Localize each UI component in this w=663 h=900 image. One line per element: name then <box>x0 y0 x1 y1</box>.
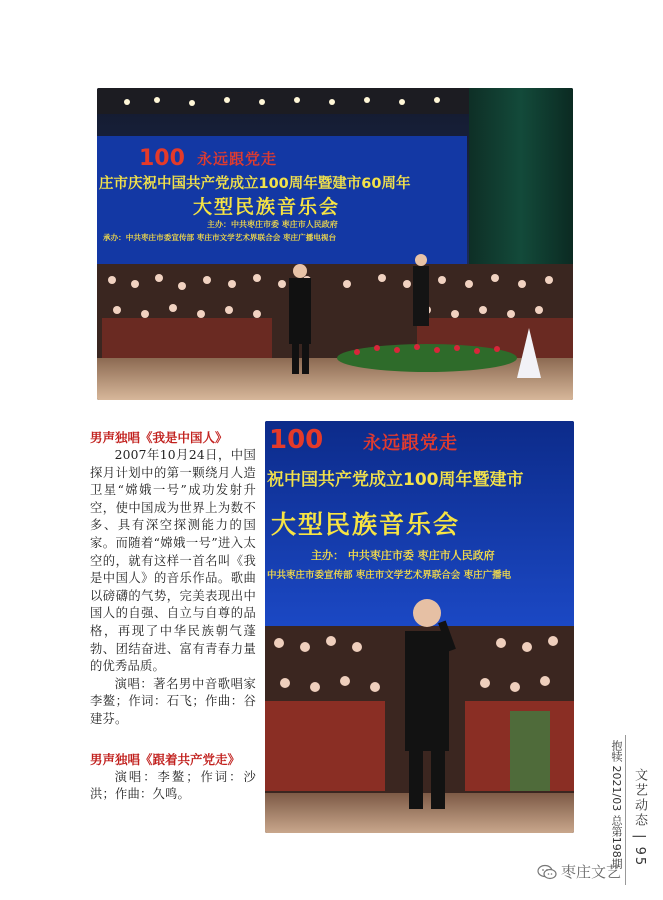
concert-photo-bottom <box>265 421 574 833</box>
song-description-1: 2007年10月24日，中国探月计划中的第一颗绕月人造卫星“嫦娥一号”成功发射升空，使中国成为世界上为数不多、具有深空探测能力的国家。而随着“嫦娥一号”进入太空的，就有这样一首名叫《我是中国人》的音乐作品。歌曲以磅礴的气势，完美表现出中国人的自强、自立与自尊的品格，再现了中华民族朝气蓬勃、团结奋进、富有青春力量的优秀品质。 <box>90 448 256 674</box>
banner-host: 主办： 中共枣庄市委 枣庄市人民政府 <box>311 549 495 562</box>
banner-event-title: 庄市庆祝中国共产党成立100周年暨建市60周年 <box>99 176 411 192</box>
article-column <box>90 429 256 804</box>
section-page-label: 文艺动态 | 95 <box>632 768 647 868</box>
footer-divider <box>625 735 626 885</box>
song-credits-2: 演唱：李鳌；作词：沙洪；作曲：久鸣。 <box>90 769 256 802</box>
banner-concert-name: 大型民族音乐会 <box>271 510 461 539</box>
banner-organizer: 中共枣庄市委宣传部 枣庄市文学艺术界联合会 枣庄广播电 <box>267 570 512 581</box>
banner-organizer: 承办：中共枣庄市委宣传部 枣庄市文学艺术界联合会 枣庄广播电视台 <box>103 233 337 242</box>
centenary-badge: 100 <box>269 425 324 455</box>
centenary-badge: 100 <box>139 146 185 171</box>
banner-concert-name: 大型民族音乐会 <box>193 196 341 218</box>
banner-slogan: 永远跟党走 <box>363 433 458 454</box>
wechat-watermark <box>537 861 621 882</box>
concert-stage-scene <box>97 88 573 400</box>
song-title-2: 男声独唱《跟着共产党走》 <box>90 751 241 767</box>
watermark-text: 枣庄文艺 <box>561 863 622 881</box>
wechat-icon <box>537 864 557 880</box>
song-title-1: 男声独唱《我是中国人》 <box>90 430 228 445</box>
song-credits-1: 演唱：著名男中音歌唱家李鳌；作词：石飞；作曲：谷建芬。 <box>90 676 256 726</box>
issue-info: 抱犊 2021/03 总第198期 <box>610 740 623 869</box>
banner-host: 主办：中共枣庄市委 枣庄市人民政府 <box>207 220 338 229</box>
banner-slogan: 永远跟党走 <box>197 150 278 168</box>
banner-event-title: 祝中国共产党成立100周年暨建市 <box>267 470 524 490</box>
concert-photo-top <box>97 88 573 400</box>
